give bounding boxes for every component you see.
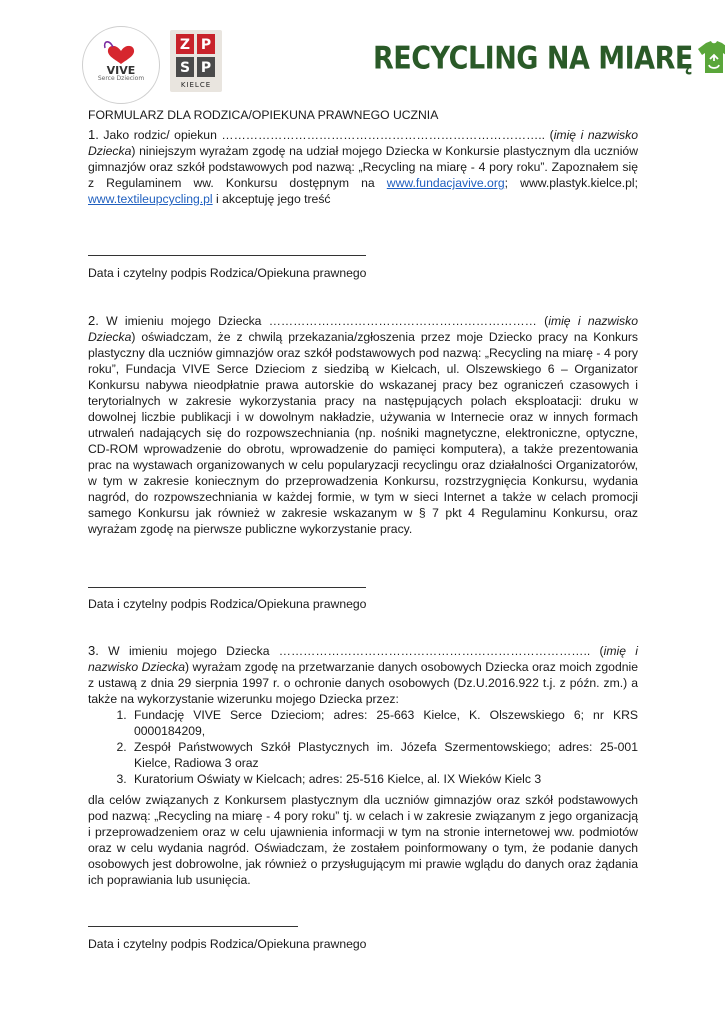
- vive-logo-subtitle: Serce Dzieciom: [97, 75, 145, 82]
- list-item: 1. Fundację VIVE Serce Dzieciom; adres: 25-663 Kielce, K. Olszewskiego 6; nr KRS 0000184209,: [130, 707, 638, 739]
- section-number: 3.: [88, 643, 99, 658]
- zpsp-letter: P: [200, 60, 212, 76]
- list-item: 3. Kuratorium Oświaty w Kielcach; adres: 25-516 Kielce, al. IX Wieków Kielc 3: [130, 771, 638, 787]
- heart-icon: [83, 27, 159, 103]
- signature-line: [88, 255, 366, 256]
- section-number: 2.: [88, 313, 99, 328]
- signature-line: [88, 926, 298, 927]
- form-title: FORMULARZ DLA RODZICA/OPIEKUNA PRAWNEGO UCZNIA: [88, 108, 439, 122]
- signature-label: Data i czytelny podpis Rodzica/Opiekuna prawnego: [88, 937, 367, 951]
- svg-text:VIVE: VIVE: [106, 64, 136, 77]
- child-name-hint: imię i nazwisko Dziecka: [88, 644, 638, 674]
- signature-line: [88, 587, 366, 588]
- zpsp-letter: P: [200, 37, 212, 53]
- recycling-logo-text: RECYCLING NA MIARĘ: [373, 40, 693, 76]
- section-lead: W imieniu mojego Dziecka ………………………………………………………………….. (: [98, 644, 604, 658]
- signature-label: Data i czytelny podpis Rodzica/Opiekuna prawnego: [88, 266, 367, 280]
- link-fundacjavive[interactable]: www.fundacjavive.org: [386, 176, 505, 190]
- section-3: [88, 643, 638, 787]
- section-lead: W imieniu mojego Dziecka ………………………………………………………… (: [98, 314, 549, 328]
- section-body: ) wyrażam zgodę na przetwarzanie danych osobowych Dziecka oraz moich zgodnie z ustawą z dnia 29 sierpnia 1997 r. o ochronie danych osobowych (Dz.U.2016.922 t.j. z późn. zm.) a także na wykorzystanie wizerunku mojego Dziecka przez:: [88, 660, 638, 706]
- tshirt-recycle-icon: [695, 39, 725, 77]
- child-name-hint: imię i nazwisko Dziecka: [88, 314, 639, 344]
- child-name-hint: imię i nazwisko Dziecka: [88, 128, 639, 158]
- section-3-closing: dla celów związanych z Konkursem plastycznym dla uczniów gimnazjów oraz szkół podstawowych pod nazwą: „Recycling na miarę - 4 pory roku” tj. w celach i w zakresie związanym z jego organizacją i przeprowadzeniem oraz w celu ujawnienia informacji w tym na stronie internetowej ww. podmiotów oraz w celu wydania nagród. Oświadczam, że zostałem poinformowany o tym, że podanie danych osobowych jest dobrowolne, jak również o przysługującym mi prawie wglądu do danych oraz żądania ich poprawiania lub usunięcia.: [88, 793, 638, 887]
- vive-logo: [82, 26, 160, 104]
- section-body: ) oświadczam, że z chwilą przekazania/zgłoszenia przez moje Dziecko pracy na Konkurs plastyczny dla uczniów gimnazjów oraz szkół podstawowych pod nazwą: „Recycling na miarę - 4 pory roku”, Fundacja VIVE Serce Dzieciom z siedzibą w Kielcach, ul. Olszewskiego 6 – Organizator Konkursu nabywa nieodpłatnie prawa autorskie do wskazanej pracy bez ograniczeń czasowych i terytorialnych w zakresie wykorzystania pracy na następujących polach eksploatacji: druku w dowolnej liczbie publikacji i w dowolnym nakładzie, używania w Internecie oraz w innych formach utrwaleń nadających się do rozpowszechniania (np. nośniki magnetyczne, elektroniczne, optyczne, CD-ROM wprowadzenie do obrotu, wprowadzenie do pamięci komputera), a także prezentowania prac na wystawach organizowanych w celu popularyzacji recyclingu oraz działalności Organizatorów, w tym w zakresie koniecznym do przeprowadzenia Konkursu, rozstrzygnięcia Konkursu, wydania nagród, do rozpowszechniania w każdej formie, w tym w sieci Internet a także w celach promocji samego Konkursu jak również w zakresie wskazanym w § 7 pkt 4 Regulaminu Konkursu, oraz wyrażam zgodę na pierwsze publiczne wykorzystanie pracy.: [88, 330, 638, 536]
- section-body: ) niniejszym wyrażam zgodę na udział mojego Dziecka w Konkursie plastycznym dla uczniów gimnazjów oraz szkół podstawowych pod nazwą: „Recycling na miarę - 4 pory roku”. Zapoznałem się z Regulaminem ww. Konkursu dostępnym na: [88, 144, 638, 190]
- signature-label: Data i czytelny podpis Rodzica/Opiekuna prawnego: [88, 597, 367, 611]
- section-1: [88, 127, 638, 207]
- list-item: 2. Zespół Państwowych Szkół Plastycznych im. Józefa Szermentowskiego; adres: 25-001 Kielce, Radiowa 3 oraz: [130, 739, 638, 771]
- zpsp-letter: S: [179, 60, 191, 76]
- section-2: [88, 313, 638, 537]
- link-plastyk: www.plastyk.kielce.pl;: [520, 176, 639, 190]
- link-separator: ;: [504, 176, 521, 190]
- recycling-na-miare-logo: [373, 36, 725, 80]
- section-number: 1.: [88, 127, 99, 142]
- zpsp-logo: [170, 30, 222, 92]
- section-tail: i akceptuję jego treść: [212, 192, 331, 206]
- link-textileupcycling[interactable]: www.textileupcycling.pl: [88, 192, 213, 206]
- section-lead: Jako rodzic/ opiekun …………………………………………………………………….. (: [98, 128, 554, 142]
- data-controllers-list: [88, 707, 638, 787]
- zpsp-logo-city: KIELCE: [180, 81, 212, 89]
- zpsp-letter: Z: [179, 37, 191, 53]
